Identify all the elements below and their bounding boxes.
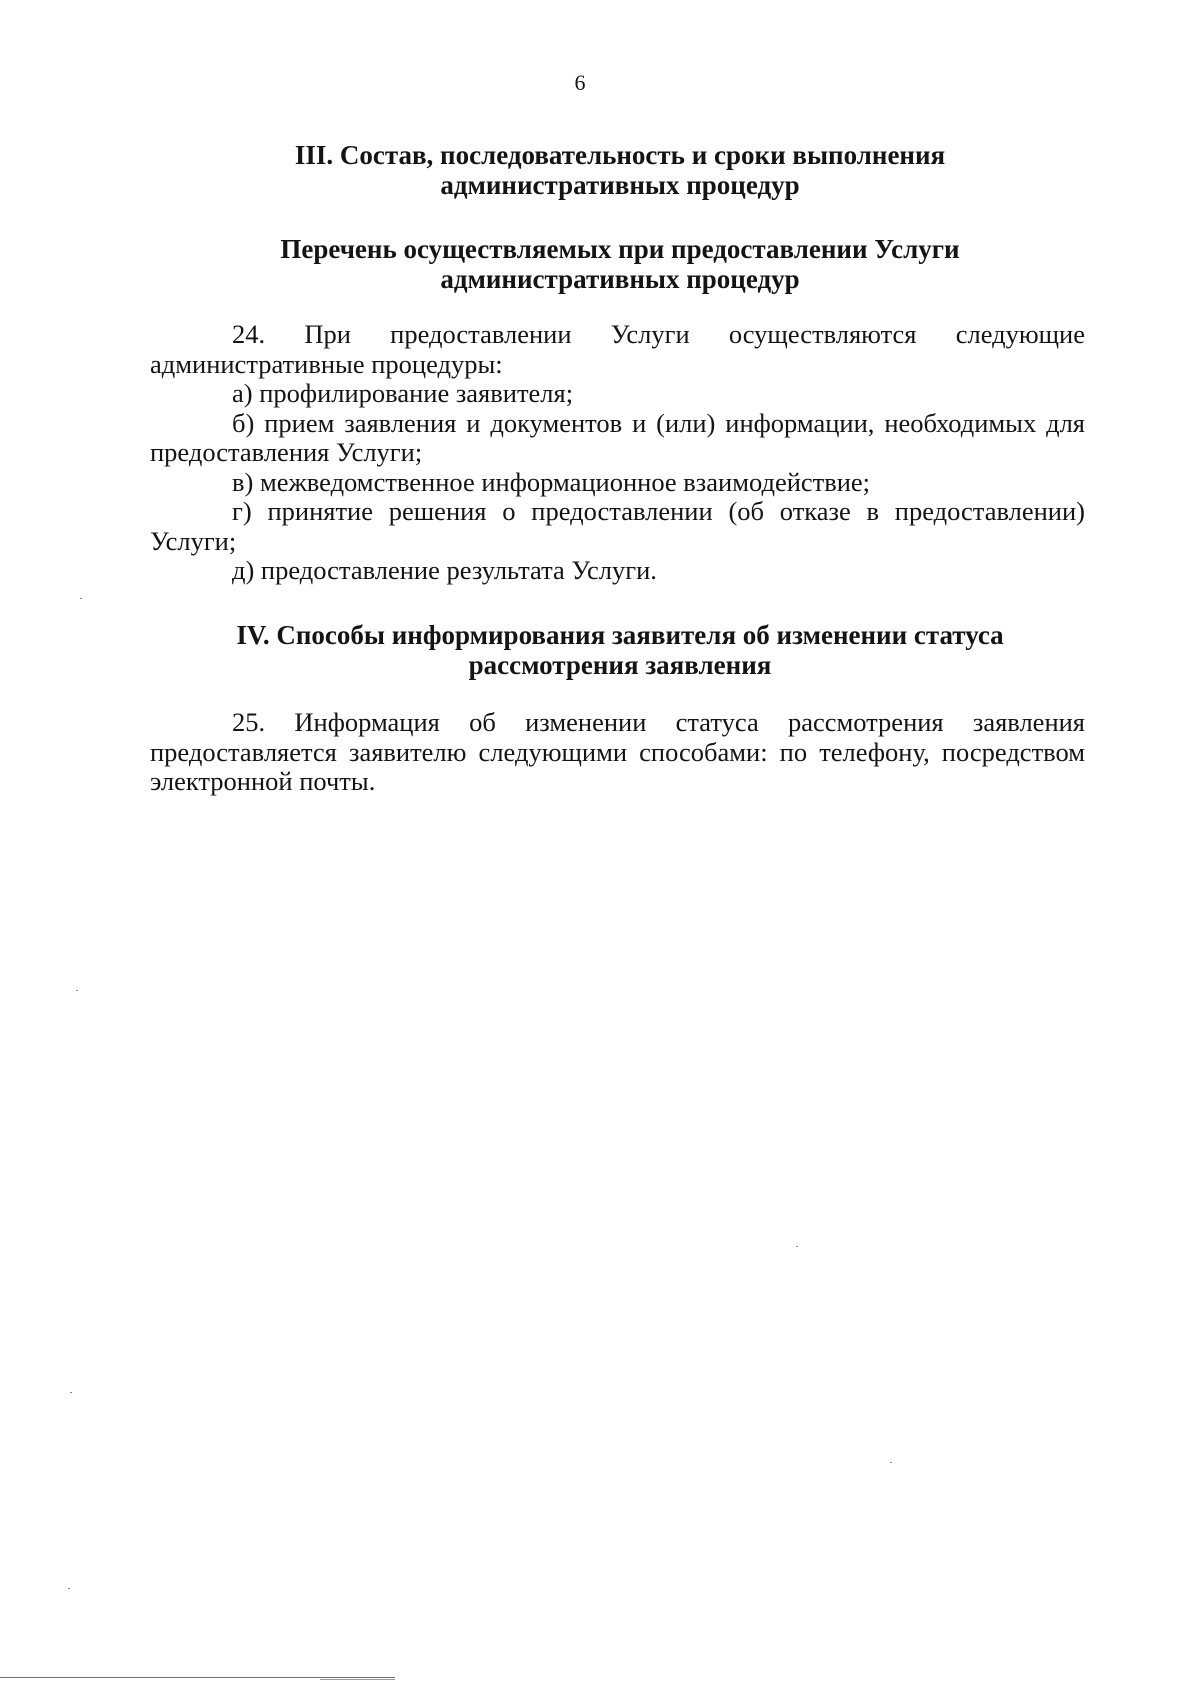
page-number: 6 xyxy=(574,70,586,95)
item-24-list-item-g: г) принятие решения о предоставлении (об отказе в предоставлении) Услуги; xyxy=(150,496,1085,556)
section-3-heading-line-1: III. Состав, последовательность и сроки выполнения xyxy=(294,140,946,170)
subsection-heading-line-1: Перечень осуществляемых при предоставлении Услуги xyxy=(280,234,960,264)
section-4-heading-line-1: IV. Способы информирования заявителя об изменении статуса xyxy=(236,620,1004,650)
scan-speck xyxy=(890,1462,892,1463)
scan-speck xyxy=(80,598,82,599)
subsection-heading-line-2: административных процедур xyxy=(440,264,800,294)
scan-speck xyxy=(68,1588,70,1589)
item-25-block xyxy=(150,708,1085,797)
scan-speck xyxy=(76,990,78,991)
item-24-block xyxy=(150,320,1085,586)
scan-edge-line xyxy=(320,1679,395,1680)
section-3-heading xyxy=(150,140,1090,200)
item-25-text: 25. Информация об изменении статуса рассмотрения заявления предоставляется заявителю следующими способами: по телефону, посредством электронной почты. xyxy=(150,707,1085,796)
section-3-heading-block xyxy=(150,140,1090,200)
scan-edge-line xyxy=(0,1677,395,1678)
subsection-heading xyxy=(150,234,1090,294)
item-24-intro: 24. При предоставлении Услуги осуществляются следующие административные процедуры: xyxy=(150,319,1085,379)
section-3-heading-line-2: административных процедур xyxy=(440,170,800,200)
scan-speck xyxy=(796,1246,798,1247)
section-4-heading xyxy=(150,620,1090,680)
section-4-heading-block xyxy=(150,620,1090,680)
subsection-heading-block xyxy=(150,234,1090,294)
item-24-list-item-b: б) прием заявления и документов и (или) информации, необходимых для предоставления Услуги; xyxy=(150,407,1085,467)
item-24-list-item-a: а) профилирование заявителя; xyxy=(232,378,574,408)
section-4-heading-line-2: рассмотрения заявления xyxy=(468,650,772,680)
scan-speck xyxy=(70,1392,72,1393)
item-24-list-item-d: д) предоставление результата Услуги. xyxy=(232,555,657,585)
item-24-list-item-v: в) межведомственное информационное взаимодействие; xyxy=(232,466,871,497)
